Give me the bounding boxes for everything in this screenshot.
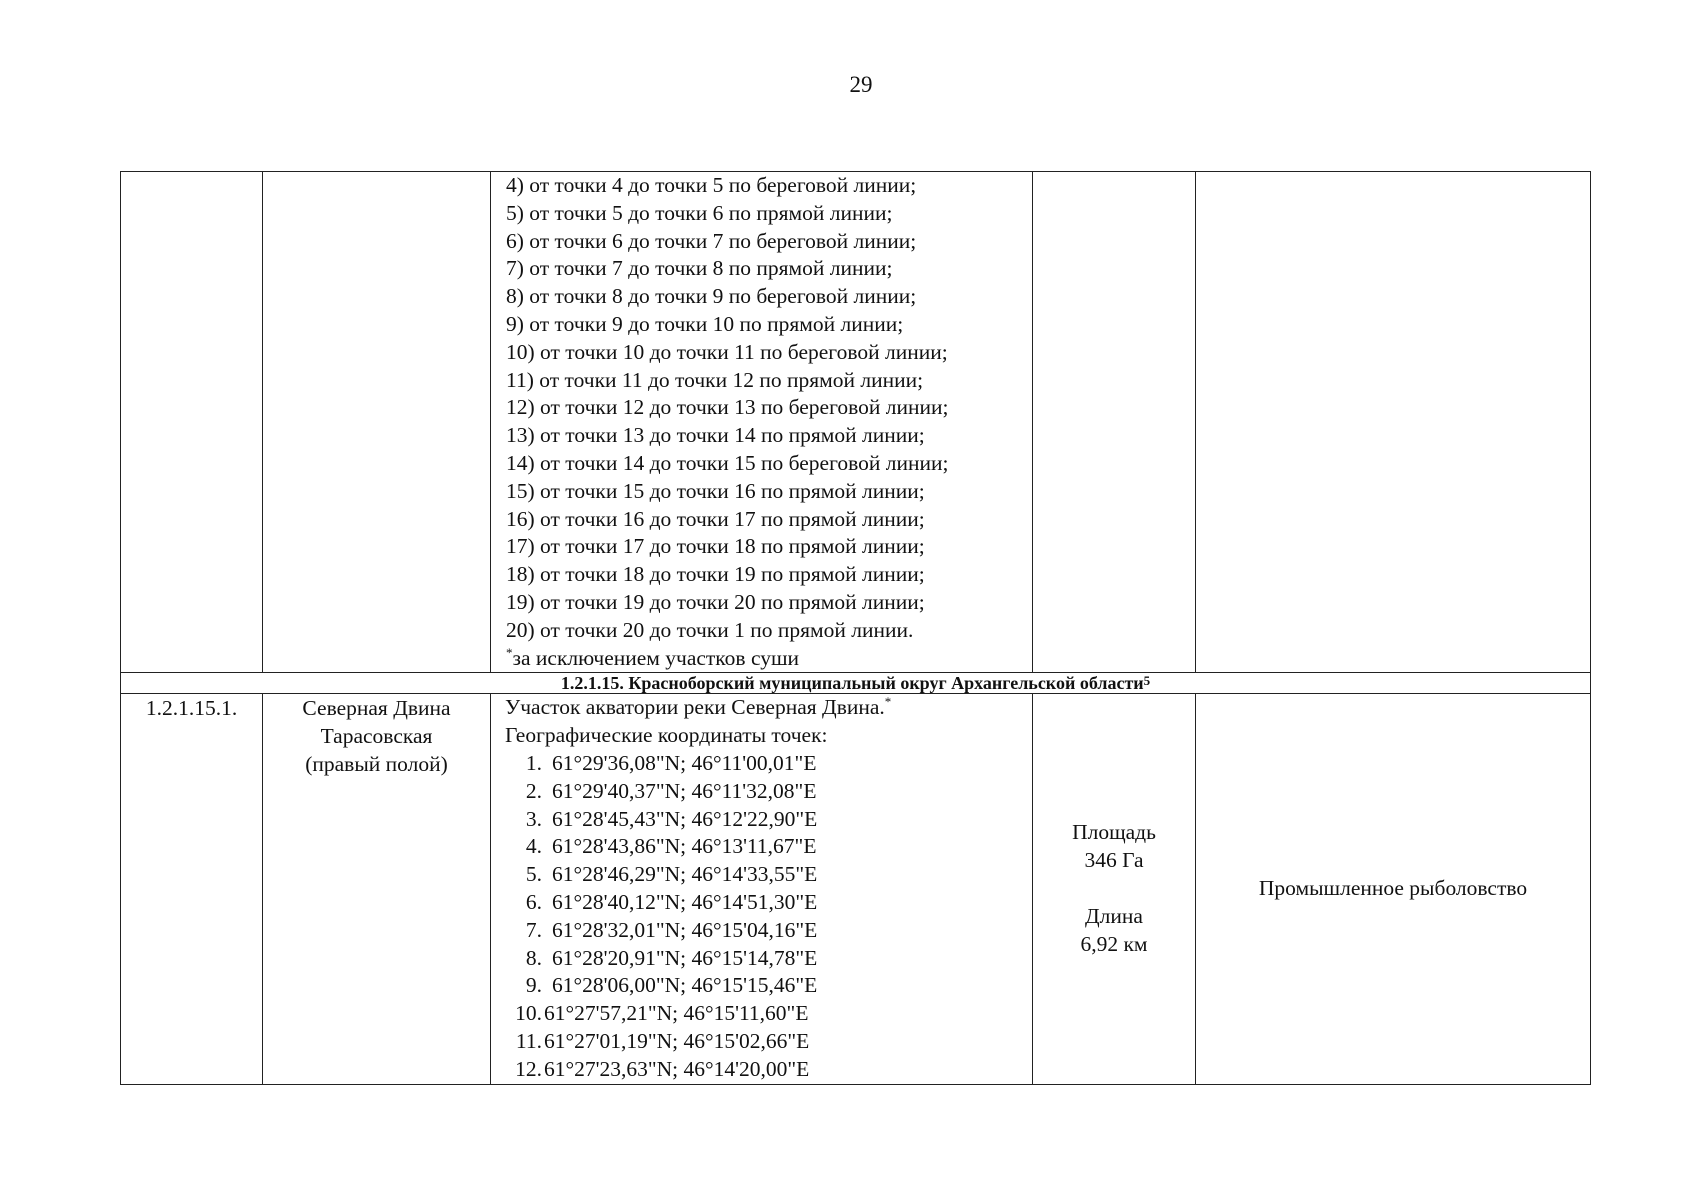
boundary-lines [506, 172, 1028, 645]
coordinate-value: 61°27'57,21"N; 46°15'11,60"E [544, 1001, 809, 1026]
coordinate-item [505, 833, 1028, 861]
section-header-row [121, 673, 1591, 694]
coordinate-value: 61°27'01,19"N; 46°15'02,66"E [544, 1028, 810, 1053]
boundary-line: 4) от точки 4 до точки 5 по береговой линии; [506, 173, 917, 197]
entry-description-mark: * [884, 694, 892, 710]
coordinate-item [505, 750, 1028, 778]
coordinate-number: 5. [525, 862, 542, 887]
continued-row [121, 172, 1591, 673]
coordinate-value: 61°28'06,00"N; 46°15'15,46"E [552, 973, 818, 998]
continued-name-cell [263, 172, 491, 673]
coordinate-item [505, 889, 1028, 917]
boundary-line: 19) от точки 19 до точки 20 по прямой линии; [506, 589, 925, 614]
entry-purpose: Промышленное рыболовство [1196, 694, 1591, 1084]
section-title-text: 1.2.1.15. Красноборский муниципальный округ Архангельской области [560, 673, 1144, 694]
continued-measure-cell [1033, 172, 1196, 673]
coordinate-number: 6. [525, 889, 542, 914]
coordinate-number: 3. [525, 806, 542, 831]
entry-code: 1.2.1.15.1. [121, 694, 263, 1084]
entry-name-cell [263, 694, 491, 1084]
coordinate-item [505, 917, 1028, 945]
entry-description-text: Участок акватории реки Северная Двина. [505, 695, 885, 720]
boundary-line: 5) от точки 5 до точки 6 по прямой линии; [506, 200, 893, 225]
entry-name-line-3: (правый полой) [305, 751, 448, 776]
continued-purpose-cell [1196, 172, 1591, 673]
boundary-line: 20) от точки 20 до точки 1 по прямой линии. [506, 617, 914, 642]
entry-name-line-2: Тарасовская [320, 724, 433, 749]
boundary-line: 12) от точки 12 до точки 13 по береговой линии; [506, 395, 949, 420]
boundary-line: 13) от точки 13 до точки 14 по прямой линии; [506, 423, 925, 448]
boundary-line: 9) от точки 9 до точки 10 по прямой линии; [506, 311, 904, 336]
coordinate-number: 1. [525, 750, 542, 775]
entry-description [505, 694, 1028, 722]
area-value: 346 Га [1084, 848, 1144, 873]
coordinate-number: 8. [525, 945, 542, 970]
boundary-line: 16) от точки 16 до точки 17 по прямой линии; [506, 506, 925, 531]
coordinate-value: 61°28'40,12"N; 46°14'51,30"E [552, 889, 818, 914]
coordinate-value: 61°29'40,37"N; 46°11'32,08"E [552, 778, 817, 803]
coordinate-item [505, 945, 1028, 973]
coordinate-item [505, 1056, 1028, 1084]
coordinate-value: 61°27'23,63"N; 46°14'20,00"E [544, 1056, 810, 1081]
coordinate-number: 2. [525, 778, 542, 803]
coordinate-value: 61°29'36,08"N; 46°11'00,01"E [552, 750, 817, 775]
boundary-line: 17) от точки 17 до точки 18 по прямой линии; [506, 534, 925, 559]
coordinate-item [505, 861, 1028, 889]
entry-name-line-1: Северная Двина [302, 696, 451, 721]
coordinate-value: 61°28'20,91"N; 46°15'14,78"E [552, 945, 818, 970]
length-value: 6,92 км [1080, 931, 1148, 956]
boundary-line: 7) от точки 7 до точки 8 по прямой линии; [506, 256, 893, 281]
coordinate-number: 9. [525, 973, 542, 998]
coordinate-number: 11. [515, 1028, 542, 1053]
coordinate-value: 61°28'46,29"N; 46°14'33,55"E [552, 862, 818, 887]
coords-heading: Географические координаты точек: [505, 723, 828, 748]
boundary-line: 18) от точки 18 до точки 19 по прямой линии; [506, 562, 925, 587]
footnote-mark: * [506, 644, 513, 660]
continued-boundary-cell [491, 172, 1033, 673]
page-number: 29 [849, 72, 873, 97]
coordinate-item [505, 1000, 1028, 1028]
footnote-line [506, 645, 1028, 673]
coordinate-number: 7. [525, 917, 542, 942]
coordinate-item [505, 1028, 1028, 1056]
boundary-line: 10) от точки 10 до точки 11 по береговой линии; [506, 339, 948, 364]
boundary-line: 15) от точки 15 до точки 16 по прямой линии; [506, 478, 925, 503]
coordinate-item [505, 806, 1028, 834]
area-label: Площадь [1072, 820, 1156, 845]
continued-code-cell [121, 172, 263, 673]
coordinate-item [505, 972, 1028, 1000]
entry-row [121, 694, 1591, 1084]
coordinate-list [505, 750, 1028, 1084]
coordinate-number: 10. [515, 1001, 542, 1026]
entry-measure-cell [1033, 694, 1196, 1084]
fishing-areas-table [120, 171, 1591, 1085]
entry-description-cell [491, 694, 1033, 1084]
length-label: Длина [1085, 903, 1143, 928]
coordinate-number: 12. [515, 1056, 542, 1081]
section-title [121, 673, 1591, 694]
coordinate-item [505, 778, 1028, 806]
coordinate-number: 4. [525, 834, 542, 859]
boundary-line: 6) от точки 6 до точки 7 по береговой линии; [506, 228, 917, 253]
boundary-line: 14) от точки 14 до точки 15 по береговой линии; [506, 450, 949, 475]
section-footnote-ref: 5 [1143, 673, 1151, 689]
coordinate-value: 61°28'45,43"N; 46°12'22,90"E [552, 806, 818, 831]
boundary-line: 11) от точки 11 до точки 12 по прямой линии; [506, 367, 924, 392]
coordinate-value: 61°28'32,01"N; 46°15'04,16"E [552, 917, 818, 942]
footnote-text: за исключением участков суши [512, 645, 800, 670]
coordinate-value: 61°28'43,86"N; 46°13'11,67"E [552, 834, 817, 859]
boundary-line: 8) от точки 8 до точки 9 по береговой линии; [506, 284, 917, 309]
